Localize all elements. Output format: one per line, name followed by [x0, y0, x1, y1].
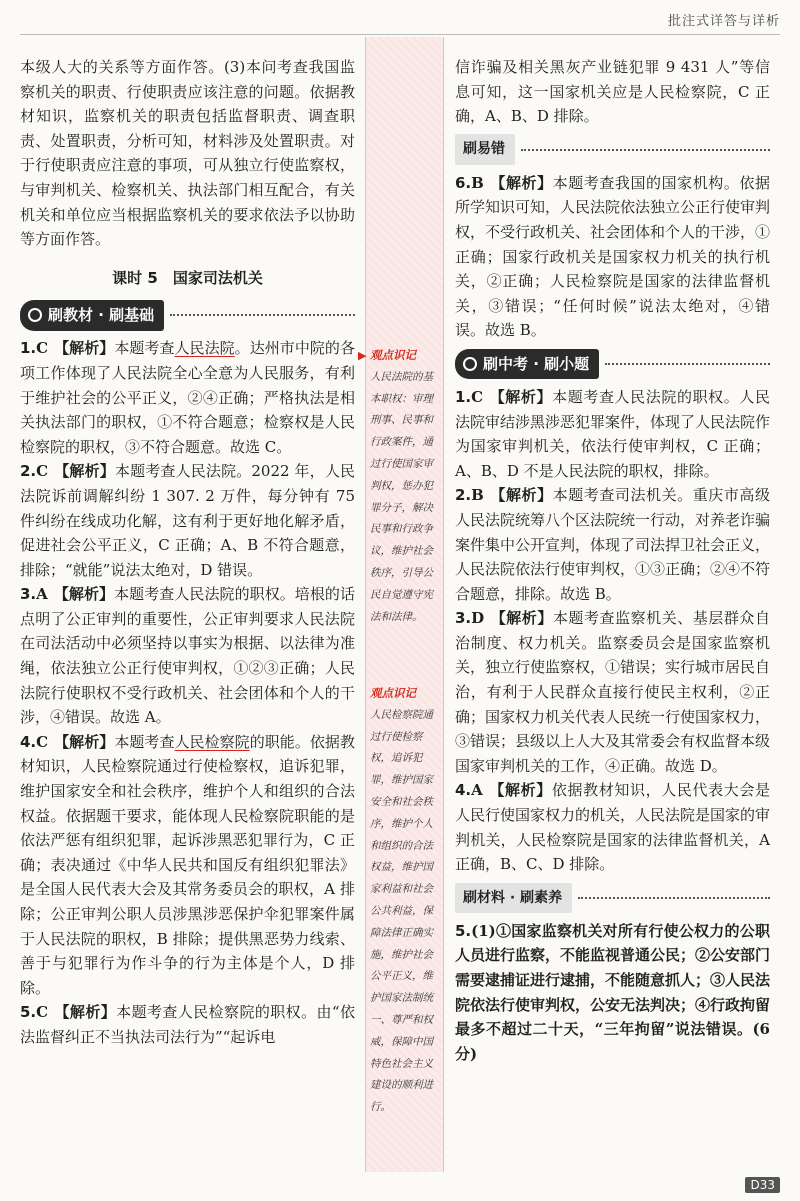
answer-item-material-5: 5.(1)①国家监察机关对所有行使公权力的公职人员进行监察，不能监视普通公民；②公安部门需要逮捕证进行逮捕，不能随意抓人；③人民法院依法行使审判权，公安无法判决；④行政拘留最多不超过二十天，“三年拘留”说法错误。(6 分) — [455, 921, 771, 1063]
answer-item-zk-1: 1.C 【解析】本题考查人民法院的职权。人民法院审结涉黑涉恶犯罪案件，体现了人民法院作为国家审判机关，依法行使审判权，C 正确；A、B、D 不是人民法院的职权，排除。 — [455, 387, 771, 480]
right-column — [455, 55, 770, 1066]
section-header-zhongkao — [455, 349, 770, 379]
dotted-rule — [578, 897, 770, 899]
section-badge: 刷教材 · 刷基础 — [20, 300, 164, 331]
answer-item-2: 2.C 【解析】本题考查人民法院。2022 年，人民法院诉前调解纠纷 1 307. 2 万件，每分钟有 75 件纠纷在线成功化解，这有利于更好地化解矛盾，促进社会公平正义，C 正确；A、B 不符合题意，排除；“就能”说法太绝对，D 错误。 — [20, 462, 355, 579]
triangle-pointer-icon: ▶ — [358, 349, 367, 362]
running-title: 批注式详答与详析 — [667, 14, 780, 29]
dotted-rule — [170, 314, 355, 316]
book-icon — [28, 308, 42, 322]
note-title: 观点识记 — [370, 348, 416, 362]
lesson-title: 课时 5 国家司法机关 — [112, 268, 263, 287]
book-icon — [463, 357, 477, 371]
highlighted-term: 人民法院 — [174, 339, 235, 358]
section-header-cailiao — [455, 883, 770, 913]
answer-item-5: 5.C 【解析】本题考查人民检察院的职权。由“依法监督纠正不当执法司法行为”“起诉电 — [20, 1003, 355, 1046]
dotted-rule — [605, 363, 770, 365]
note-body: 人民法院的基本职权：审理刑事、民事和行政案件，通过行使国家审判权，惩办犯罪分子，解决民事和行政争议，维护社会秩序，引导公民自觉遵守宪法和法律。 — [370, 370, 433, 623]
page-number: D33 — [745, 1177, 780, 1193]
note-box-2 — [366, 683, 443, 1119]
answer-item-zk-2: 2.B 【解析】本题考查司法机关。重庆市高级人民法院统筹八个区法院统一行动，对养老诈骗案件集中公开宣判，体现了司法捍卫社会正义，人民法院依法行使审判权，①③正确；②④不符合题意，排除。故选 B。 — [455, 486, 771, 603]
answer-item-zk-3: 3.D 【解析】本题考查监察机关、基层群众自治制度、权力机关。监察委员会是国家监察机关，独立行使监察权，①错误；实行城市居民自治，有利于人民群众直接行使民主权利，②正确；国家权力机关代表人民统一行使国家权力，③错误；县级以上人大及其常委会有权监督本级国家审判机关的工作，④正确。故选 D。 — [455, 609, 771, 775]
note-title: 观点识记 — [370, 686, 416, 700]
section-header-yicuo — [455, 135, 770, 165]
header-rule — [20, 34, 780, 35]
intro-paragraph: 本级人大的关系等方面作答。(3)本问考查我国监察机关的职责、行使职责应该注意的问题。依据教材知识，监察机关的职责包括监督职责、调查职责、处置职责，分析可知，材料涉及处置职责。对于行使职责应注意的事项，可从独立行使监察权，与审判机关、检察机关、执法部门相互配合，有关机关和单位应当根据监察机关的要求依法予以协助等方面作答。 — [20, 58, 355, 249]
answer-item-zk-4: 4.A 【解析】依据教材知识，人民代表大会是人民行使国家权力的机关，人民法院是国家的审判机关，人民检察院是国家的法律监督机关，A 正确，B、C、D 排除。 — [455, 781, 771, 874]
annotation-sidebar — [358, 37, 444, 1172]
dotted-rule — [521, 149, 770, 151]
continued-paragraph: 信诈骗及相关黑灰产业链犯罪 9 431 人”等信息可知，这一国家机关应是人民检察院，C 正确，A、B、D 排除。 — [455, 58, 770, 126]
highlighted-term: 人民检察院 — [174, 732, 250, 751]
answer-item-1: 1.C 【解析】本题考查人民法院。达州市中院的各项工作体现了人民法院全心全意为人民服务，有利于维护社会的公平正义，②④正确；严格执法是相关执法部门的职权，①不符合题意；检察权是人民检察院的职权，③不符合题意。故选 C。 — [20, 339, 355, 456]
note-box-1 — [358, 345, 443, 628]
answer-item-3: 3.A 【解析】本题考查人民法院的职权。培根的话点明了公正审判的重要性，公正审判要求人民法院在司法活动中必须坚持以事实为根据、以法律为准绳，依法独立公正行使审判权，①②③正确；人民法院行使职权不受行政机关、社会团体和个人的干涉，④错误。故选 A。 — [20, 585, 355, 727]
section-badge: 刷易错 — [455, 134, 515, 165]
section-header-jiaocai — [20, 300, 355, 330]
note-body: 人民检察院通过行使检察权，追诉犯罪，维护国家安全和社会秩序，维护个人和组织的合法权益，维护国家利益和社会公共利益，保障法律正确实施，维护社会公平正义，维护国家法制统一、尊严和权威，保障中国特色社会主义建设的顺利进行。 — [370, 708, 433, 1114]
section-badge: 刷中考 · 刷小题 — [455, 349, 599, 380]
answer-item-4: 4.C 【解析】本题考查人民检察院的职能。依据教材知识，人民检察院通过行使检察权，追诉犯罪，维护国家安全和社会秩序，维护个人和组织的合法权益。依据题干要求，能体现人民检察院职能的是依法严惩有组织犯罪，起诉涉黑恶犯罪行为，C 正确；表决通过《中华人民共和国反有组织犯罪法》是全国人民代表大会及其常务委员会的职权，A 排除；公正审判公职人员涉黑涉恶保护伞犯罪案件属于人民法院的职权，B 排除；提供黑恶势力线索、善于与犯罪行为作斗争的行为主体是个人，D 排除。 — [20, 732, 355, 997]
left-column — [20, 55, 355, 1050]
answer-item-6: 6.B 【解析】本题考查我国的国家机构。依据所学知识可知，人民法院依法独立公正行使审判权，不受行政机关、社会团体和个人的干涉，①正确；国家行政机关是国家权力机关的执行机关，②正确；人民检察院是国家的法律监督机关，③错误；“任何时候”说法太绝对，④错误。故选 B。 — [455, 173, 771, 340]
section-badge: 刷材料 · 刷素养 — [455, 883, 572, 914]
